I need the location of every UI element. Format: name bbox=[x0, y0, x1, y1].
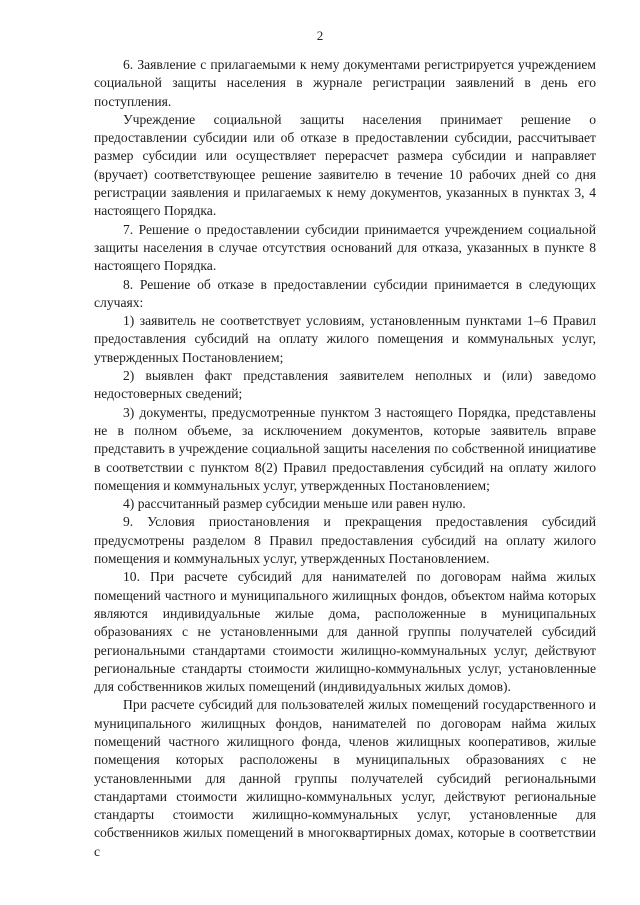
paragraph-10: 10. При расчете субсидий для нанимателей по договорам найма жилых помещений частного и муниципального жилищных фондов, объектом найма которых являются индивидуальные жилые дома, расположенные в муниципальных образованиях с не установленными для данной группы получателей субсидий региональными стандартами стоимости жилищно-коммунальных услуг, действуют региональные стандарты стоимости жилищно-коммунальных услуг, установленные для собственников жилых помещений (индивидуальных жилых домов). bbox=[94, 569, 596, 695]
document-body bbox=[94, 56, 596, 861]
paragraph-8: 8. Решение об отказе в предоставлении субсидии принимается в следующих случаях: bbox=[94, 276, 596, 310]
paragraph-7: 7. Решение о предоставлении субсидии принимается учреждением социальной защиты населения в случае отсутствия оснований для отказа, указанных в пункте 8 настоящего Порядка. bbox=[94, 221, 596, 274]
paragraph-8-item-4: 4) рассчитанный размер субсидии меньше или равен нулю. bbox=[123, 496, 466, 512]
paragraph-6-decision: Учреждение социальной защиты населения принимает решение о предоставлении субсидии или об отказе в предоставлении субсидии, рассчитывает размер субсидии или осуществляет перерасчет размера субсидии и направляет (вручает) соответствующее решение заявителю в течение 10 рабочих дней со дня регистрации заявления и прилагаемых к нему документов, указанных в пунктах 3, 4 настоящего Порядка. bbox=[94, 111, 596, 219]
page-number: 2 bbox=[316, 28, 324, 43]
paragraph-9: 9. Условия приостановления и прекращения предоставления субсидий предусмотрены разделом 8 Правил предоставления субсидий на оплату жилого помещения и коммунальных услуг, утвержденных Постановлением. bbox=[94, 514, 596, 567]
paragraph-8-item-2: 2) выявлен факт представления заявителем неполных и (или) заведомо недостоверных сведений; bbox=[94, 368, 596, 402]
paragraph-8-item-1: 1) заявитель не соответствует условиям, установленным пунктами 1–6 Правил предоставления субсидий на оплату жилого помещения и коммунальных услуг, утвержденных Постановлением; bbox=[94, 313, 596, 365]
paragraph-6: 6. Заявление с прилагаемыми к нему документами регистрируется учреждением социальной защиты населения в журнале регистрации заявлений в день его поступления. bbox=[94, 57, 596, 109]
paragraph-8-item-3: 3) документы, предусмотренные пунктом 3 настоящего Порядка, представлены не в полном объеме, за исключением документов, которые заявитель вправе представить в учреждение социальной защиты населения по собственной инициативе в соответствии с пунктом 8(2) Правил предоставления субсидий на оплату жилого помещения и коммунальных услуг, утвержденных Постановлением; bbox=[94, 404, 596, 493]
paragraph-10-continuation: При расчете субсидий для пользователей жилых помещений государственного и муниципального жилищных фондов, нанимателей по договорам найма жилых помещений частного жилищного фонда, членов жилищных кооперативов, жилые помещения которых расположены в муниципальных образованиях с не установленными для данной группы получателей субсидий региональными стандартами стоимости жилищно-коммунальных услуг, действуют региональные стандарты стоимости жилищно-коммунальных услуг, установленные для собственников жилых помещений в многоквартирных домах, которые в соответствии с bbox=[94, 697, 596, 859]
